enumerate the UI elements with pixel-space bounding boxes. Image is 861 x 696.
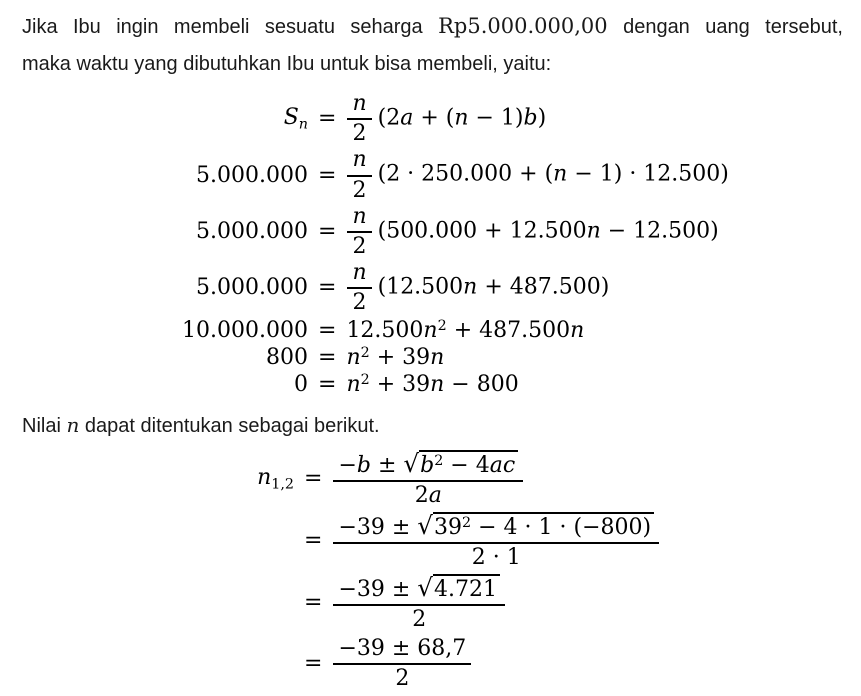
var-b: b <box>523 105 538 131</box>
fraction <box>333 511 659 570</box>
radical-icon: √ <box>417 573 433 603</box>
fraction-denominator: 2 <box>395 665 410 691</box>
arithmetic-series-derivation <box>22 91 843 397</box>
math-text: − 12.500) <box>600 218 719 244</box>
fraction-n-2 <box>347 91 371 146</box>
var-n: n <box>454 105 469 131</box>
var-n: n <box>257 464 272 490</box>
radical-icon: √ <box>403 448 420 478</box>
equation-sn-formula <box>22 91 843 146</box>
var-a: a <box>400 105 414 131</box>
math-text: + 39 <box>369 371 431 397</box>
equation-lhs: 800 <box>266 344 308 370</box>
fraction-numerator: n <box>347 204 371 233</box>
var-n: n <box>423 317 438 343</box>
mid-text-pre: Nilai <box>22 414 67 437</box>
equation-rhs <box>346 372 518 397</box>
radicand <box>433 512 654 540</box>
math-text: − <box>338 452 357 478</box>
var-n: n <box>586 218 601 244</box>
exponent-2: 2 <box>434 452 444 469</box>
math-text: − 1) · 12.500) <box>567 162 729 188</box>
equation-lhs: 10.000.000 <box>182 317 308 343</box>
exponent-2: 2 <box>360 344 370 361</box>
math-text: ) <box>537 105 547 131</box>
math-text: + ( <box>413 105 455 131</box>
equation-quadratic-formula <box>22 449 843 508</box>
fraction-n-2 <box>347 260 371 315</box>
equation-rhs <box>332 511 665 570</box>
sub-n: n <box>298 116 308 133</box>
equation-step-substitute <box>22 147 843 202</box>
nilai-paragraph <box>22 407 843 445</box>
var-a: a <box>428 482 442 508</box>
fraction-denominator: 2 · 1 <box>471 545 521 571</box>
math-text: (500.000 + 12.500 <box>377 218 587 244</box>
equation-quadratic-form <box>22 372 843 397</box>
var-n: n <box>570 317 585 343</box>
exponent-2: 2 <box>360 371 370 388</box>
math-text: 12.500 <box>346 317 424 343</box>
exponent-2: 2 <box>462 514 472 531</box>
math-text: + 39 <box>369 344 431 370</box>
var-S: S <box>283 105 299 131</box>
math-text: − 4 · 1 · (−800) <box>471 514 652 540</box>
equals-sign: = <box>318 344 337 370</box>
mid-text-post: dapat ditentukan sebagai berikut. <box>79 414 380 437</box>
equation-lhs: 5.000.000 <box>196 218 308 244</box>
math-text: (12.500 <box>377 274 464 300</box>
math-text: − 4 <box>443 452 490 478</box>
equation-rhs <box>332 636 477 691</box>
radicand: 4.721 <box>433 574 500 602</box>
math-text: 39 <box>434 514 462 540</box>
fraction <box>333 573 505 632</box>
intro-text-post: dengan uang tersebut, <box>607 16 843 38</box>
var-b: b <box>420 452 435 478</box>
fraction-denominator: 2 <box>352 177 367 203</box>
equals-sign: = <box>318 275 337 301</box>
equation-rhs <box>346 260 609 315</box>
var-n: n <box>553 162 568 188</box>
equals-sign: = <box>318 371 337 397</box>
var-b: b <box>356 452 371 478</box>
math-text: − 1) <box>468 105 524 131</box>
fraction-denominator: 2 <box>352 233 367 259</box>
fraction-numerator <box>333 449 523 482</box>
var-n: n <box>463 274 478 300</box>
equation-rhs <box>332 573 511 632</box>
var-n: n <box>66 412 80 437</box>
var-n: n <box>430 344 445 370</box>
fraction-numerator: n <box>347 91 371 120</box>
equals-sign: = <box>304 590 323 616</box>
equals-sign: = <box>304 650 323 676</box>
equals-sign: = <box>318 317 337 343</box>
equals-sign: = <box>318 218 337 244</box>
equation-step-expand <box>22 204 843 259</box>
radicand <box>419 450 518 478</box>
math-text: (2 · 250.000 + ( <box>377 162 554 188</box>
math-text: 2 <box>414 482 429 508</box>
equation-lhs: 5.000.000 <box>196 162 308 188</box>
fraction <box>333 449 523 508</box>
math-text: −39 ± <box>338 577 418 603</box>
math-text: − 800 <box>444 371 519 397</box>
intro-line-2: maka waktu yang dibutuhkan Ibu untuk bisa membeli, yaitu: <box>22 53 552 75</box>
fraction-denominator: 2 <box>352 121 367 147</box>
equation-multiplied-by-2 <box>22 318 843 343</box>
fraction-numerator: n <box>347 260 371 289</box>
fraction-denominator: 2 <box>412 607 427 633</box>
fraction <box>333 636 471 691</box>
equation-lhs <box>22 105 308 132</box>
equals-sign: = <box>318 106 337 132</box>
equals-sign: = <box>304 465 323 491</box>
fraction-numerator: n <box>347 147 371 176</box>
var-n: n <box>346 344 361 370</box>
equals-sign: = <box>304 528 323 554</box>
equation-discriminant-value <box>22 573 843 632</box>
var-ac: ac <box>489 452 516 478</box>
price-value: Rp5.000.000,00 <box>438 14 608 38</box>
intro-text-pre: Jika Ibu ingin membeli sesuatu seharga <box>22 16 439 38</box>
equation-rhs <box>346 147 728 202</box>
intro-paragraph <box>22 8 843 83</box>
sub-1-2: 1,2 <box>271 476 294 493</box>
var-n: n <box>346 371 361 397</box>
equation-divided <box>22 345 843 370</box>
fraction-denominator: 2 <box>352 290 367 316</box>
plus-minus-sign: ± <box>370 452 404 478</box>
fraction-numerator <box>333 573 505 606</box>
fraction-numerator <box>333 511 659 544</box>
equation-rhs <box>346 204 718 259</box>
fraction-denominator <box>415 482 442 508</box>
equals-sign: = <box>318 162 337 188</box>
equation-rhs <box>346 345 444 370</box>
equation-root-evaluated <box>22 636 843 691</box>
equation-rhs <box>346 318 584 343</box>
equation-lhs: 0 <box>294 371 308 397</box>
math-text: (2 <box>377 105 401 131</box>
intro-line-1 <box>22 8 843 46</box>
var-n: n <box>430 371 445 397</box>
square-root <box>417 573 500 603</box>
fraction-n-2 <box>347 147 371 202</box>
equation-step-simplify <box>22 260 843 315</box>
square-root <box>417 510 654 540</box>
quadratic-formula-derivation <box>22 449 843 692</box>
equation-rhs <box>346 91 546 146</box>
exponent-2: 2 <box>437 317 447 334</box>
radical-icon: √ <box>417 510 433 540</box>
fraction-n-2 <box>347 204 371 259</box>
equation-rhs <box>332 449 529 508</box>
equation-lhs <box>22 465 294 492</box>
math-text: + 487.500 <box>446 317 571 343</box>
math-text: + 487.500) <box>477 274 610 300</box>
equation-lhs: 5.000.000 <box>196 275 308 301</box>
math-text: −39 ± <box>338 514 418 540</box>
equation-substituted-values <box>22 511 843 570</box>
fraction-numerator: −39 ± 68,7 <box>333 636 471 665</box>
square-root <box>403 448 518 478</box>
